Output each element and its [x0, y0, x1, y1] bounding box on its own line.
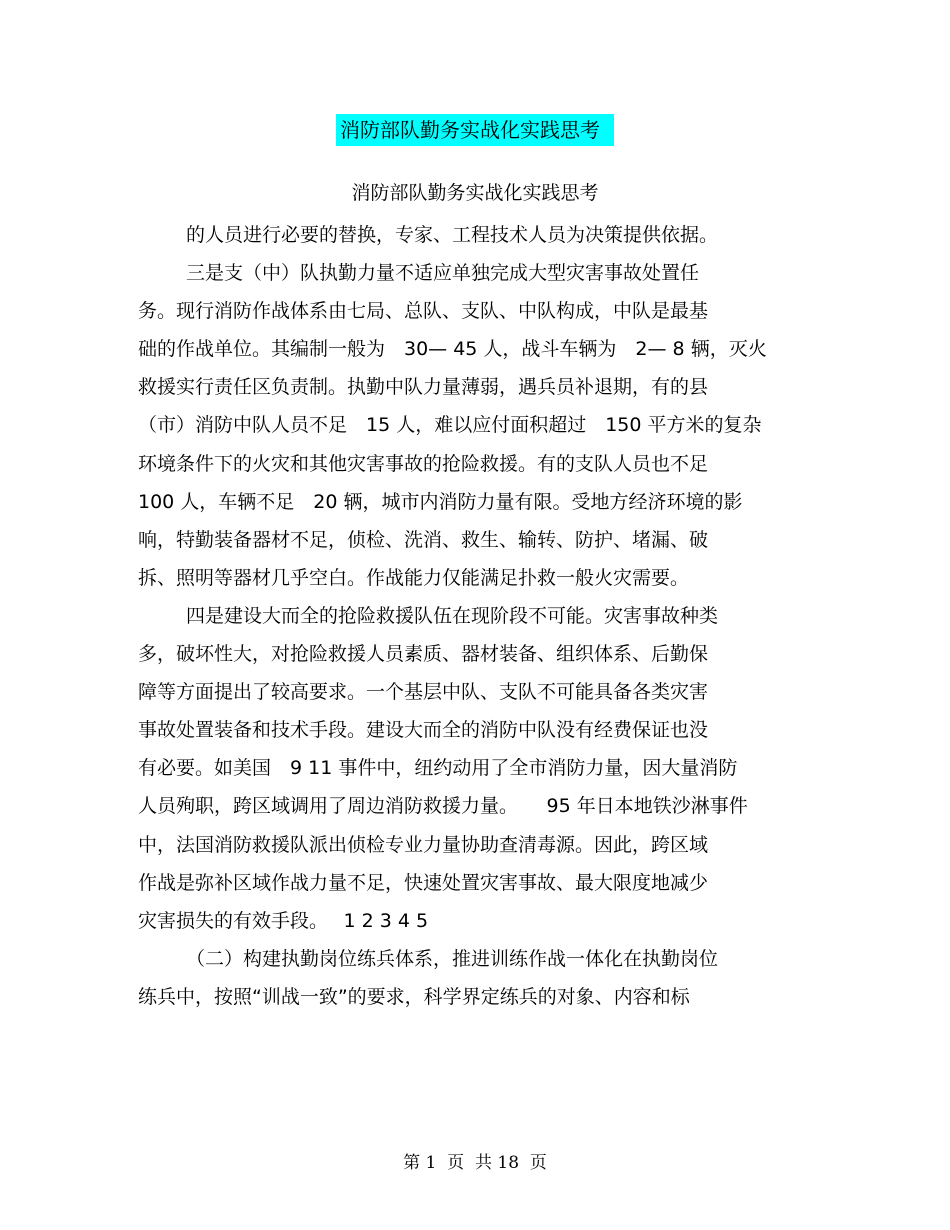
- page-footer: 第 1 页 共 18 页: [403, 1153, 547, 1173]
- title-block: [0, 114, 950, 146]
- text-line: 三是支（中）队执勤力量不适应单独完成大型灾害事故处置任: [186, 262, 700, 285]
- text-line: 中，法国消防救援队派出侦检专业力量协助查清毒源。因此，跨区域: [138, 833, 709, 856]
- text-line: 环境条件下的火灾和其他灾害事故的抢险救援。有的支队人员也不足: [138, 452, 709, 475]
- document-subtitle: 消防部队勤务实战化实践思考: [351, 182, 599, 204]
- text-line: 练兵中，按照“训战一致”的要求，科学界定练兵的对象、内容和标: [138, 985, 690, 1008]
- text-line: 拆、照明等器材几乎空白。作战能力仅能满足扑救一般火灾需要。: [138, 566, 690, 589]
- text-line: 响，特勤装备器材不足，侦检、洗消、救生、输转、防护、堵漏、破: [138, 528, 709, 551]
- text-line: 的人员进行必要的替换，专家、工程技术人员为决策提供依据。: [186, 224, 719, 246]
- text-line: 四是建设大而全的抢险救援队伍在现阶段不可能。灾害事故种类: [186, 604, 719, 627]
- text-line: 障等方面提出了较高要求。一个基层中队、支队不可能具备各类灾害: [138, 681, 709, 704]
- text-line: 多，破坏性大，对抢险救援人员素质、器材装备、组织体系、后勤保: [138, 643, 709, 666]
- text-line: 灾害损失的有效手段。 1 2 3 4 5: [138, 909, 429, 932]
- text-line: 100 人，车辆不足 20 辆，城市内消防力量有限。受地方经济环境的影: [138, 490, 743, 513]
- body-text: [138, 220, 818, 1020]
- text-line: （二）构建执勤岗位练兵体系，推进训练作战一体化在执勤岗位: [186, 947, 719, 970]
- text-line: 救援实行责任区负责制。执勤中队力量薄弱，遇兵员补退期，有的县: [138, 376, 709, 399]
- text-line: 础的作战单位。其编制一般为 30— 45 人，战斗车辆为 2— 8 辆，灭火: [138, 338, 767, 361]
- text-line: 有必要。如美国 9 11 事件中，纽约动用了全市消防力量，因大量消防: [138, 757, 738, 780]
- text-line: 作战是弥补区域作战力量不足，快速处置灾害事故、最大限度地减少: [138, 871, 709, 894]
- text-line: 事故处置装备和技术手段。建设大而全的消防中队没有经费保证也没: [138, 719, 709, 742]
- text-line: 务。现行消防作战体系由七局、总队、支队、中队构成，中队是最基: [138, 300, 709, 323]
- text-line: （市）消防中队人员不足 15 人，难以应付面积超过 150 平方米的复杂: [138, 414, 762, 437]
- document-title: 消防部队勤务实战化实践思考: [336, 114, 614, 146]
- text-line: 人员殉职，跨区域调用了周边消防救援力量。 95 年日本地铁沙淋事件: [138, 795, 748, 818]
